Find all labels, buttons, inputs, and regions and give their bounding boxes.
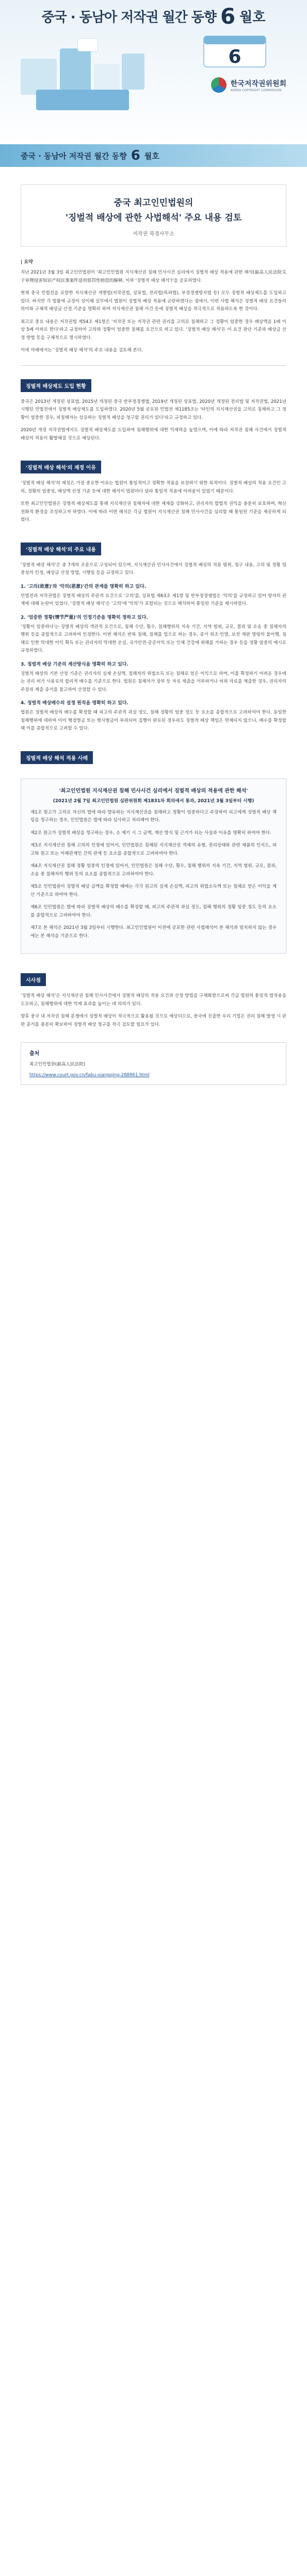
section-heading: 시사점 (21, 973, 46, 986)
abstract-label: | 요약 (21, 260, 33, 265)
ruling-article: 제1조 원고가 고의로 자신의 법에 따라 향유하는 지식재산권을 침해하고 정황이 엄중하다고 주장하여 피고에게 징벌적 배상 책임을 청구하는 경우, 인민법원은 법에 따라 심사하고 처리해야 한다. (30, 809, 277, 823)
abstract-paragraph: 최고로 중요 내용은 저작권법 제54조 제1항은 '저작권 또는 저작권 관련 권리를 고의로 침해하고 그 정황이 엄중한 경우 배상액을 1배 이상 5배 이하로 한다'라고 규정하여 고의와 정황이 엄중한 침해를 요건으로 하고 있다. '징벌적 배상 해석'은 이 요건 판단 기준과 배상금 산정 방법 등을 구체적으로 명시하였다. (21, 319, 286, 341)
section-divider (21, 365, 286, 366)
source-box (21, 1042, 286, 1085)
ruling-article: 제2조 원고가 징벌적 배상을 청구하는 경우, 소 제기 시 그 금액, 계산 방식 및 근거가 되는 사실과 이유를 명확히 하여야 한다. (30, 830, 271, 836)
ruling-article: 제6조 인민법원은 법에 따라 징벌적 배상의 배수를 확정할 때, 피고의 주관적 과실 정도, 침해 행위의 정황 엄중 정도 등의 요소를 종합적으로 고려하여야 한다. (30, 905, 277, 918)
section-paragraph: 2020년 개정 저작권법에서도 징벌적 배상제도를 도입하여 침해행위에 대한 억제력을 높였으며, 이에 따라 저작권 침해 사건에서 징벌적 배상의 적용이 활발해질 것으로 예상된다. (21, 428, 286, 441)
item-heading: 4. 징벌적 배상배수의 설정 원칙을 명확히 하고 있다. (21, 701, 128, 706)
strip-title: 중국 · 동남아 저작권 월간 동향 (21, 151, 127, 161)
article-title-line2: '징벌적 배상에 관한 사법해석' 주요 내용 검토 (65, 213, 242, 223)
header-banner (0, 0, 307, 144)
ruling-article: 제5조 인민법원이 징벌적 배상 금액을 확정할 때에는 각각 원고의 실제 손실액, 피고의 위법소득액 또는 침해로 얻은 이익을 계산 기준으로 하여야 한다. (30, 884, 277, 897)
issue-number: 6 (220, 3, 236, 29)
section-paragraph: 또한 최고인민법원은 징벌적 배상제도를 통해 지식재산권 침해자에 대한 제재를 강화하고, 권리자의 합법적 권익을 충분히 보호하며, 혁신 친화적 환경을 조성하고자 하였다. 이에 따라 이번 해석은 각급 법원이 지식재산권 침해 민사사건을 심리할 때 통일된 기준을 제공하게 되었다. (21, 501, 286, 522)
logo-mark-icon (211, 77, 227, 93)
calendar-icon (193, 31, 276, 72)
strip-issue-unit: 월호 (144, 151, 159, 161)
strip-issue-number: 6 (131, 148, 140, 163)
closing-paragraph: '징벌적 배상 해석'은 지식재산권 침해 민사사건에서 징벌적 배상의 적용 요건과 산정 방법을 구체화함으로써 각급 법원의 통일적 법적용을 도모하고, 침해행위에 대한 억제 효과를 높이는 데 의의가 있다. (21, 993, 286, 1007)
ruling-text-box (21, 778, 286, 954)
item-paragraph: 민법전과 저작권법은 징벌적 배상의 주관적 요건으로 '고의'를, 상표법 제63조 제1항 및 반부정경쟁법은 '악의'를 규정하고 있어 양자의 관계에 대해 논란이 있었다. '징벌적 배상 해석'은 '고의'에 '악의'가 포함되는 것으로 해석하여 통일된 기준을 제시하였다. (21, 593, 286, 606)
section-heading: 징벌적 배상제도 도입 현황 (21, 379, 91, 392)
section-paragraph: 중국은 2013년 개정된 상표법, 2015년 개정된 중국 반부정경쟁법, 2019년 개정된 상표법, 2020년 개정된 전리법 및 저작권법, 2021년 시행된 민법전에서 징벌적 배상제도를 도입하였다. 2020년 5월 공포된 민법전 제1185조는 '타인의 지식재산권을 고의로 침해하고 그 정황이 엄중한 경우, 피침해자는 상응하는 징벌적 배상을 청구할 권리가 있다'라고 규정하고 있다. (21, 399, 286, 420)
ruling-subtitle: (2021년 2월 7일 최고인민법원 심판위원회 제1831차 회의에서 통과, 2021년 3월 3일부터 시행) (53, 798, 254, 804)
sub-header-strip (0, 144, 307, 167)
source-link[interactable]: https://www.court.gov.cn/fabu-xiangqing-288861.html (29, 1073, 150, 1078)
section-heading: 징벌적 배상 해석 적용 사례 (21, 751, 93, 764)
decorative-blocks-illustration (21, 38, 175, 115)
abstract-paragraph: 현재 중국 민법전을 포함한 지식재산권 개별법(저작권법, 상표법, 전리법(특허법), 부정경쟁방지법 등) 모두 징벌적 배상제도를 도입하고 있다. 하지만 각 법률에 규정이 상이해 실무에서 법원이 징벌적 배상 적용에 곤란하였다는 점에서, 이번 사법 해석은 징벌적 배상 요건들의 의미와 구체적 배상금 산정 기준을 명확히 하여 지식재산권 침해 사건 등에 징벌적 배상을 적극적으로 적용하도록 한 것이다. (21, 291, 286, 312)
banner-title-bar (0, 0, 307, 32)
article-body (0, 258, 307, 1029)
item-heading: 1. '고의(故意)'와 '악의(恶意)'간의 관계를 명확히 하고 있다. (21, 584, 147, 589)
ruling-article: 제3조 지식재산권 침해 고의의 인정에 있어서, 인민법원은 침해된 지식재산권 객체의 유형, 권리상태와 관련 제품의 인지도, 피고와 원고 또는 이해관계인 간의 관계 등 요소를 종합적으로 고려하여야 한다. (30, 843, 277, 856)
svg-text:6: 6 (228, 46, 241, 67)
ruling-article: 제7조 본 해석은 2021년 3월 3일부터 시행한다. 최고인민법원이 이전에 공포한 관련 사법해석이 본 해석과 일치하지 않는 경우에는 본 해석을 기준으로 한다. (30, 925, 277, 939)
section-paragraph: '징벌적 배상 해석'은 총 7개의 조문으로 구성되어 있으며, 지식재산권 민사사건에서 징벌적 배상의 적용 범위, 청구 내용, 고의 및 정황 엄중성의 인정, 배상금 산정 방법, 시행일 등을 규정하고 있다. (21, 562, 286, 575)
section-heading: '징벌적 배상 해석'의 주요 내용 (21, 543, 101, 555)
article-title-box (21, 184, 286, 247)
ruling-article: 제4조 지식재산권 침해 정황 엄중의 인정에 있어서, 인민법원은 침해 수단, 횟수, 침해 행위의 지속 기간, 지역 범위, 규모, 결과, 소송 중 침해자의 행위 등의 요소를 종합적으로 고려하여야 한다. (30, 863, 277, 877)
item-paragraph: '정황이 엄중하다'는 징벌적 배상의 객관적 요건으로, 침해 수단, 횟수, 침해행위의 지속 기간, 지역 범위, 규모, 결과 및 소송 중 침해자의 행위 등을 종합적으로 고려하여 인정한다. 이번 해석은 반복 침해, 침해를 업으로 하는 경우, 증거 위조·인멸, 보전 재판 명령의 불이행, 침해로 인한 막대한 이익 획득 또는 권리자의 막대한 손실, 국가안전·공공이익 또는 인체 건강에 위해를 가하는 경우 등을 정황 엄중의 예시로 규정하였다. (21, 624, 286, 653)
org-name-ko: 한국저작권위원회 (230, 79, 286, 88)
item-heading: 3. 징벌적 배상 기준의 계산방식을 명확히 하고 있다. (21, 662, 128, 667)
source-name: 최고인민법원(最高人民法院) (29, 1062, 86, 1067)
closing-paragraph: 향후 중국 내 저작권 침해 분쟁에서 징벌적 배상이 적극적으로 활용될 것으로 예상되므로, 중국에 진출한 우리 기업은 권리 침해 발생 시 관련 증거를 충분히 확보하여 징벌적 배상 청구를 적극 검토할 필요가 있다. (21, 1014, 286, 1027)
article-title-line1: 중국 최고인민법원의 (114, 198, 193, 208)
article-author: 저작권 북경사무소 (133, 231, 174, 237)
newsletter-title: 중국 · 동남아 저작권 월간 동향 (41, 9, 217, 25)
source-label: 출처 (29, 1051, 40, 1057)
ruling-title: '최고인민법원 지식재산권 침해 민사사건 심리에서 징벌적 배상의 적용에 관한 해석' (59, 788, 248, 794)
item-paragraph: 법원은 징벌적 배상의 배수를 확정할 때 피고의 주관적 과실 정도, 침해 정황의 엄중 정도 등 요소를 종합적으로 고려하여야 한다. 동일한 침해행위에 대하여 이미 행정벌금 또는 형사벌금이 부과되어 집행이 완료된 경우라도 징벌적 배상 책임은 면제되지 않으나, 배수를 확정할 때 이를 종합적으로 고려할 수 있다. (21, 710, 286, 731)
section-heading: '징벌적 배상 해석'의 제정 이유 (21, 461, 101, 473)
item-paragraph: 징벌적 배상의 기본 산정 기준은 권리자의 실제 손실액, 침해자의 위법소득 또는 침해로 얻은 이익으로 하며, 이를 확정하기 어려운 경우에는 권리 허가 사용료의 합리적 배수를 기준으로 한다. 법원은 침해자가 장부 등 자료 제출을 거부하거나 허위 자료를 제출한 경우, 권리자의 주장과 제출 증거를 참고하여 산정할 수 있다. (21, 671, 286, 692)
organization-logo (211, 77, 286, 93)
item-heading: 2. '엄중한 정황(情节严重)'의 인정기준을 명확히 정하고 있다. (21, 615, 148, 620)
abstract-paragraph: 이에 아래에서는 '징벌적 배상 해석'의 주요 내용을 검토해 본다. (21, 348, 143, 353)
org-name-en: KOREA COPYRIGHT COMMISSION (230, 88, 282, 92)
abstract-paragraph: 지난 2021년 3월 3일 최고인민법원이 '최고인민법원 지식재산권 침해 민사사건 심리에서 징벌적 배상 적용에 관한 해석(最高人民法院关于审理侵害知识产权民事案件适用惩罚性赔偿的解释, 이하 '징벌적 배상 해석')'을 공포하였다. (21, 270, 286, 283)
section-paragraph: '징벌적 배상 해석'의 제정은 가장 중요한 이유는 법원이 통일적이고 정확한 적용을 보장하기 위한 목적이다. 징벌적 배상의 적용 요건인 고의, 정황의 엄중성, 배상액 산정 기준 등에 대한 해석이 법원마다 달라 통일적 적용에 어려움이 있었기 때문이다. (21, 481, 286, 494)
issue-unit: 월호 (239, 9, 266, 25)
